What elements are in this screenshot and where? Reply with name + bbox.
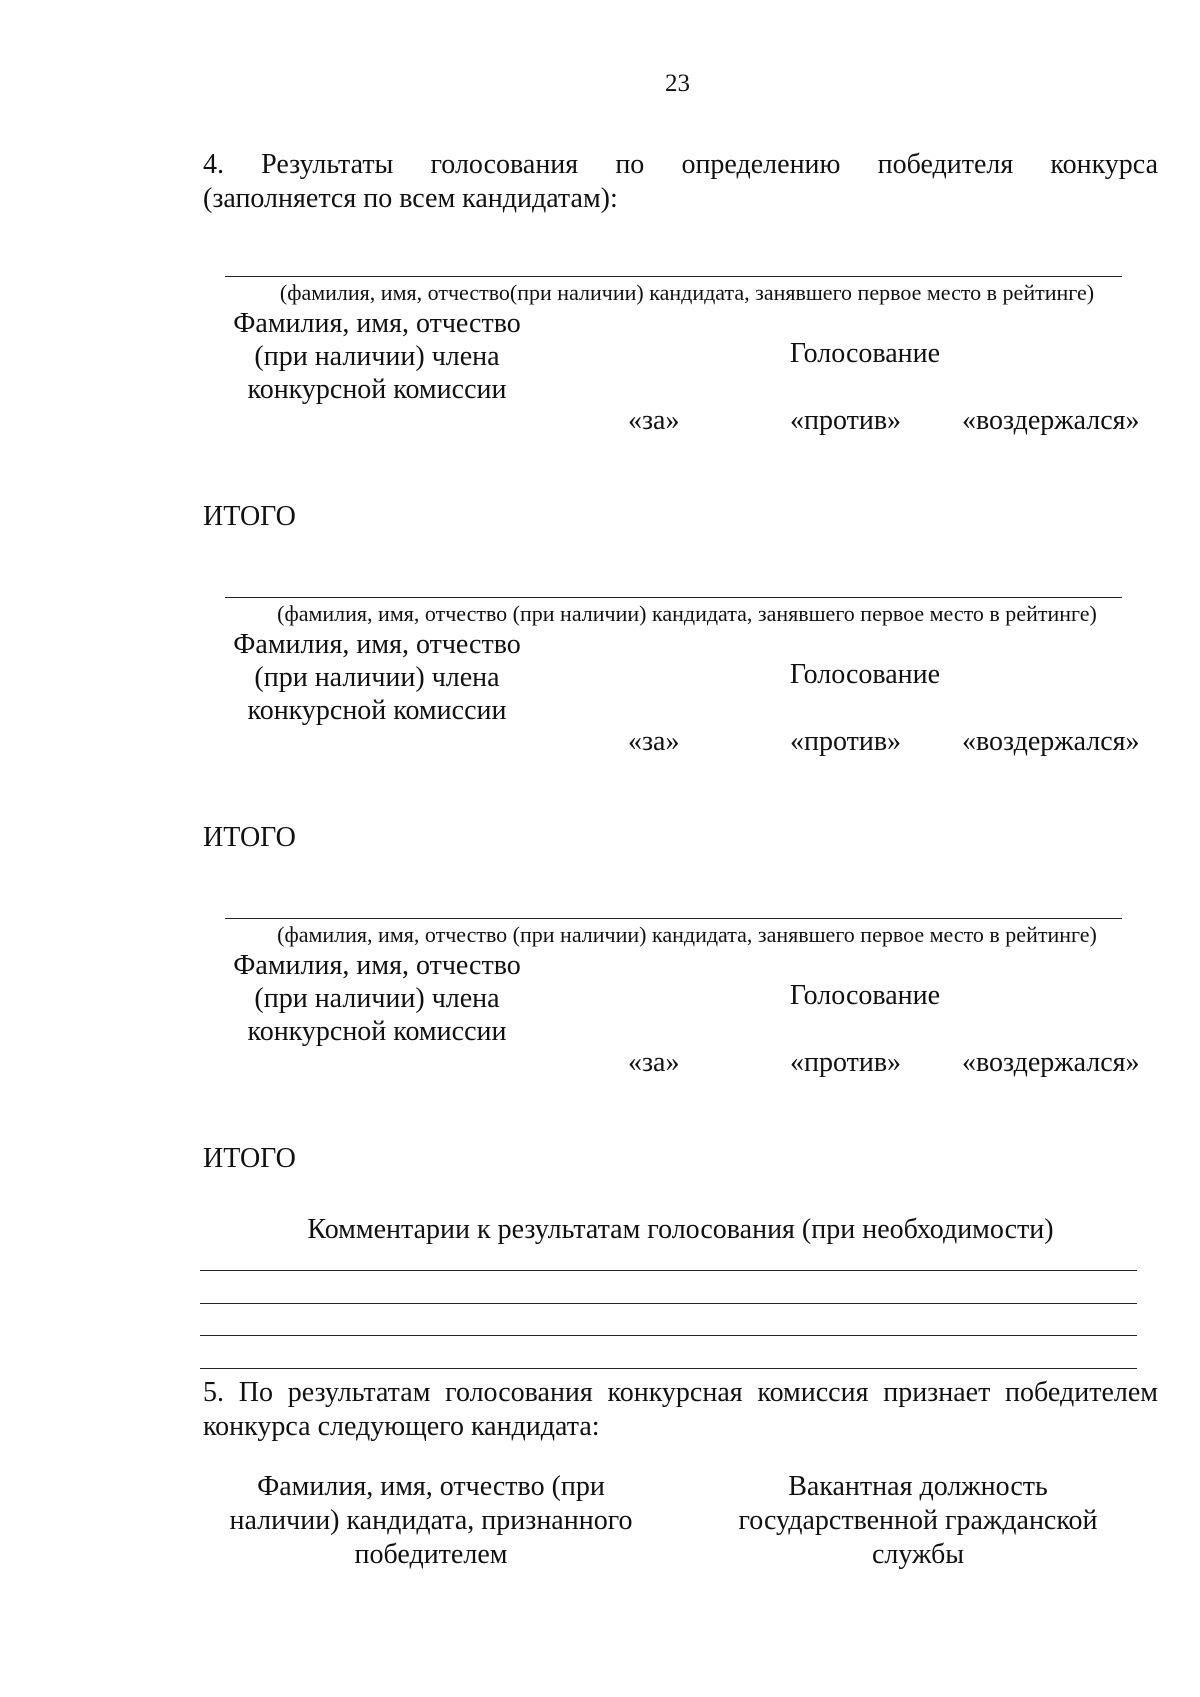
voting-header: Голосование xyxy=(789,659,941,690)
member-header-line: (при наличии) члена xyxy=(254,341,500,372)
comments-heading: Комментарии к результатам голосования (при необходимости) xyxy=(307,1214,1054,1245)
section-5-heading: 5. По результатам голосования конкурсная комиссия признает победителем xyxy=(203,1377,1158,1408)
member-header-line: конкурсной комиссии xyxy=(247,1016,507,1047)
member-column-header xyxy=(222,949,532,1048)
winner-header-line: победителем xyxy=(354,1539,508,1570)
candidate-caption: (фамилия, имя, отчество(при наличии) кандидата, занявшего первое место в рейтинге) xyxy=(279,280,1095,305)
page-number: 23 xyxy=(665,70,690,97)
member-header-line: (при наличии) члена xyxy=(254,983,500,1014)
candidate-caption: (фамилия, имя, отчество (при наличии) кандидата, занявшего первое место в рейтинге) xyxy=(277,601,1097,626)
vote-against-label: «против» xyxy=(790,1047,902,1078)
winner-header-line: наличии) кандидата, признанного xyxy=(229,1505,633,1536)
comment-line[interactable] xyxy=(200,1368,1137,1369)
section-5-subheading: конкурса следующего кандидата: xyxy=(203,1411,600,1442)
vote-for-label: «за» xyxy=(628,726,680,757)
section-4-heading: 4. Результаты голосования по определению победителя конкурса xyxy=(203,149,1158,180)
comment-line[interactable] xyxy=(200,1270,1137,1271)
voting-header: Голосование xyxy=(789,338,941,369)
vacancy-header-line: службы xyxy=(871,1539,965,1570)
member-header-line: Фамилия, имя, отчество xyxy=(233,629,521,660)
voting-header: Голосование xyxy=(789,980,941,1011)
candidate-caption: (фамилия, имя, отчество (при наличии) кандидата, занявшего первое место в рейтинге) xyxy=(277,922,1097,947)
member-header-line: (при наличии) члена xyxy=(254,662,500,693)
comment-line[interactable] xyxy=(200,1335,1137,1336)
member-header-line: конкурсной комиссии xyxy=(247,695,507,726)
vote-abstain-label: «воздержался» xyxy=(962,726,1140,757)
vote-abstain-label: «воздержался» xyxy=(962,405,1140,436)
section-4-subheading: (заполняется по всем кандидатам): xyxy=(203,183,618,214)
total-label: ИТОГО xyxy=(203,822,296,853)
winner-name-column-header xyxy=(211,1470,651,1572)
total-label: ИТОГО xyxy=(203,501,296,532)
member-column-header xyxy=(222,307,532,406)
member-header-line: Фамилия, имя, отчество xyxy=(233,950,521,981)
candidate-name-line[interactable] xyxy=(225,276,1122,277)
vacancy-header-line: государственной гражданской xyxy=(738,1505,1098,1536)
vacancy-header-line: Вакантная должность xyxy=(788,1471,1048,1502)
member-column-header xyxy=(222,628,532,727)
vote-abstain-label: «воздержался» xyxy=(962,1047,1140,1078)
member-header-line: Фамилия, имя, отчество xyxy=(233,308,521,339)
candidate-name-line[interactable] xyxy=(225,597,1122,598)
vote-for-label: «за» xyxy=(628,405,680,436)
member-header-line: конкурсной комиссии xyxy=(247,374,507,405)
total-label: ИТОГО xyxy=(203,1143,296,1174)
vote-against-label: «против» xyxy=(790,726,902,757)
vote-against-label: «против» xyxy=(790,405,902,436)
vacancy-column-header xyxy=(698,1470,1138,1572)
candidate-name-line[interactable] xyxy=(225,918,1122,919)
winner-header-line: Фамилия, имя, отчество (при xyxy=(257,1471,605,1502)
comment-line[interactable] xyxy=(200,1303,1137,1304)
vote-for-label: «за» xyxy=(628,1047,680,1078)
